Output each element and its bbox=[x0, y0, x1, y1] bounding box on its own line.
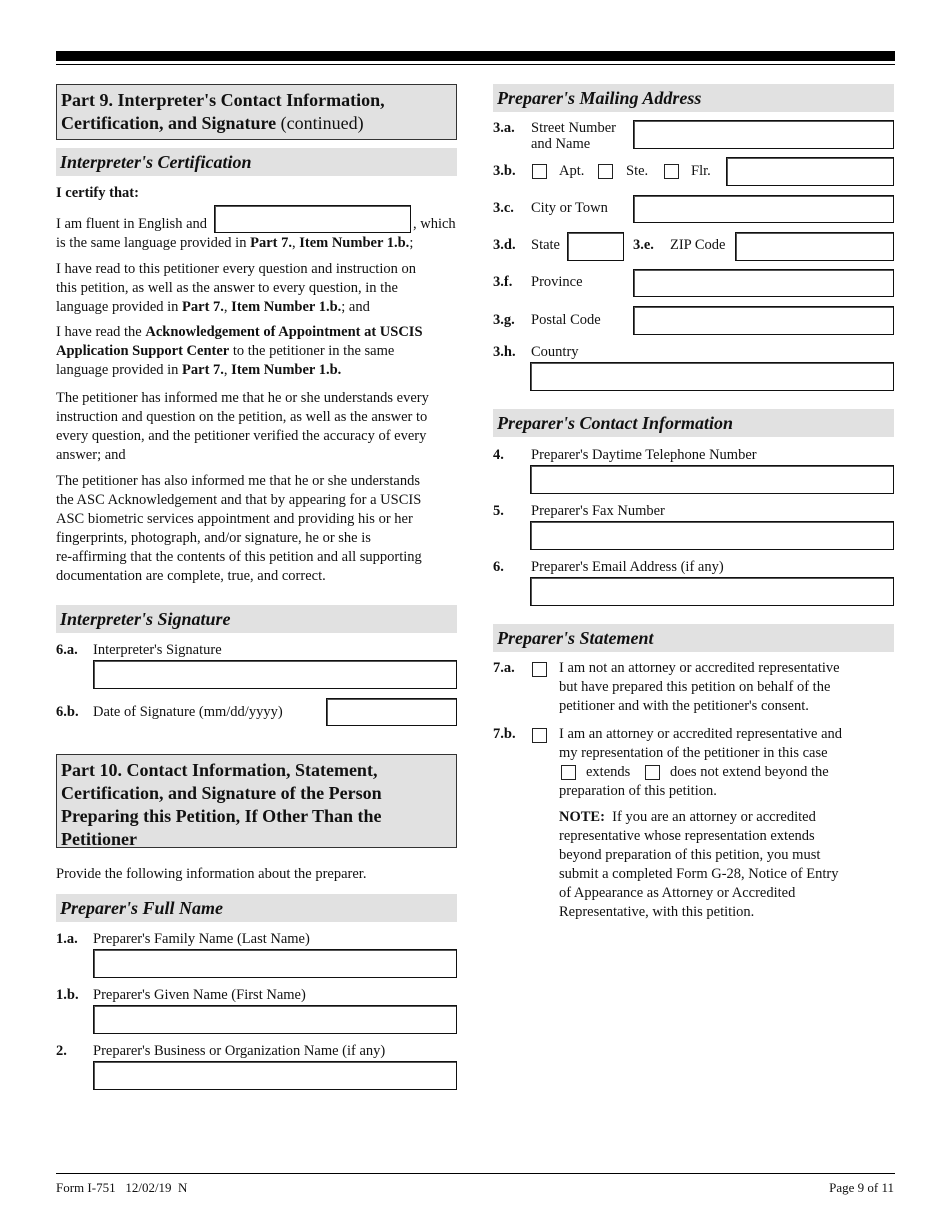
note-text: If you are an attorney or accredited bbox=[604, 809, 816, 825]
date-signature-label: Date of Signature (mm/dd/yyyy) bbox=[93, 704, 283, 720]
apt-label: Apt. bbox=[559, 163, 585, 179]
item-number: 7.a. bbox=[493, 660, 515, 676]
state-select[interactable] bbox=[567, 232, 624, 261]
country-label: Country bbox=[531, 344, 579, 360]
province-input[interactable] bbox=[633, 269, 894, 297]
contact-info-heading: Preparer's Contact Information bbox=[493, 409, 894, 437]
header-rule-thin bbox=[56, 64, 895, 65]
postal-code-label: Postal Code bbox=[531, 312, 601, 328]
ste-label: Ste. bbox=[626, 163, 649, 179]
p2-post: ; and bbox=[341, 299, 370, 315]
date-signature-input[interactable] bbox=[326, 698, 457, 726]
interp-sig-heading: Interpreter's Signature bbox=[56, 605, 457, 633]
part9-header bbox=[56, 84, 457, 140]
apt-checkbox[interactable] bbox=[532, 164, 547, 179]
note-line bbox=[559, 808, 838, 827]
item-number: 6.a. bbox=[56, 642, 78, 658]
statement-7a-text bbox=[559, 659, 840, 716]
country-input[interactable] bbox=[530, 362, 894, 391]
note-line: submit a completed Form G-28, Notice of Entry bbox=[559, 866, 839, 882]
does-not-extend-checkbox[interactable] bbox=[645, 765, 660, 780]
p4-line: answer; and bbox=[56, 447, 126, 463]
item-number: 3.a. bbox=[493, 120, 515, 136]
page-number: Page 9 of 11 bbox=[829, 1180, 894, 1195]
street-label-line: Street Number bbox=[531, 120, 616, 136]
part10-title-line: Preparing this Petition, If Other Than the bbox=[61, 806, 382, 826]
item-number: 1.b. bbox=[56, 987, 79, 1003]
zip-input[interactable] bbox=[735, 232, 894, 261]
unit-number-input[interactable] bbox=[726, 157, 894, 186]
certify-text: I certify that: bbox=[56, 185, 139, 201]
phone-input[interactable] bbox=[530, 465, 894, 494]
p3-post: to the petitioner in the same bbox=[229, 343, 395, 359]
semi: ; bbox=[409, 235, 414, 251]
p3-pre: language provided in bbox=[56, 362, 183, 378]
s7a-line: petitioner and with the petitioner's consent. bbox=[559, 698, 809, 714]
note-block bbox=[559, 808, 838, 922]
interp-cert-heading: Interpreter's Certification bbox=[56, 148, 457, 176]
interp-signature-input[interactable] bbox=[93, 660, 457, 689]
note-line: beyond preparation of this petition, you must bbox=[559, 847, 821, 863]
not-attorney-checkbox[interactable] bbox=[532, 662, 547, 677]
city-input[interactable] bbox=[633, 195, 894, 223]
zip-label: ZIP Code bbox=[670, 237, 726, 253]
item-number: 3.e. bbox=[633, 237, 654, 253]
p3-pre: I have read the bbox=[56, 324, 146, 340]
item-number: 3.c. bbox=[493, 200, 514, 216]
item-number: 1.a. bbox=[56, 931, 78, 947]
fax-label: Preparer's Fax Number bbox=[531, 503, 665, 519]
item-number: 3.b. bbox=[493, 163, 516, 179]
item-number: 3.g. bbox=[493, 312, 515, 328]
p2-line: this petition, as well as the answer to every question, in the bbox=[56, 280, 398, 296]
attorney-checkbox[interactable] bbox=[532, 728, 547, 743]
given-name-label: Preparer's Given Name (First Name) bbox=[93, 987, 306, 1003]
statement-7b-line4: preparation of this petition. bbox=[559, 783, 717, 799]
footer-rule bbox=[56, 1173, 895, 1174]
postal-code-input[interactable] bbox=[633, 306, 894, 335]
same-lang-pre: is the same language provided in bbox=[56, 235, 251, 251]
p4-line: instruction and question on the petition, as well as the answer to bbox=[56, 409, 428, 425]
p5-line: documentation are complete, true, and correct. bbox=[56, 568, 326, 584]
statement-heading: Preparer's Statement bbox=[493, 624, 894, 652]
p5-line: re-affirming that the contents of this petition and all supporting bbox=[56, 549, 422, 565]
part9-continued: (continued) bbox=[280, 113, 364, 133]
part7-ref: Part 7. bbox=[182, 362, 224, 378]
language-input[interactable] bbox=[214, 205, 411, 233]
p5-line: fingerprints, photograph, and/or signature, he or she is bbox=[56, 530, 371, 546]
p4-line: The petitioner has informed me that he or she understands every bbox=[56, 390, 429, 406]
fluent-pre: I am fluent in English and bbox=[56, 216, 208, 232]
p2-line bbox=[56, 298, 416, 317]
comma: , bbox=[223, 299, 232, 315]
part7-ref: Part 7. bbox=[250, 235, 292, 251]
flr-label: Flr. bbox=[691, 163, 711, 179]
paragraph-read-questions bbox=[56, 260, 416, 317]
statement-7b-line1: I am an attorney or accredited representative and bbox=[559, 726, 843, 742]
part10-header bbox=[56, 754, 457, 848]
s7a-line: but have prepared this petition on behalf of the bbox=[559, 679, 831, 695]
part7-ref: Part 7. bbox=[182, 299, 224, 315]
part10-intro: Provide the following information about the preparer. bbox=[56, 866, 367, 882]
p3-bold: Acknowledgement of Appointment at USCIS bbox=[145, 324, 423, 340]
p3-line bbox=[56, 342, 423, 361]
part9-title: Part 9. Interpreter's Contact Information, Certification, and Signature bbox=[61, 90, 385, 133]
business-name-input[interactable] bbox=[93, 1061, 457, 1090]
item-ref: Item Number 1.b. bbox=[231, 299, 342, 315]
item-number: 6.b. bbox=[56, 704, 79, 720]
family-name-label: Preparer's Family Name (Last Name) bbox=[93, 931, 310, 947]
item-number: 7.b. bbox=[493, 726, 516, 742]
p5-line: The petitioner has also informed me that he or she understands bbox=[56, 473, 421, 489]
extends-label: extends bbox=[586, 764, 631, 780]
paragraph-read-ack bbox=[56, 323, 423, 380]
note-line: of Appearance as Attorney or Accredited bbox=[559, 885, 796, 901]
comma: , bbox=[223, 362, 232, 378]
p3-line bbox=[56, 323, 423, 342]
item-ref: Item Number 1.b. bbox=[299, 235, 410, 251]
ste-checkbox[interactable] bbox=[598, 164, 613, 179]
form-id: Form I-751 12/02/19 N bbox=[56, 1180, 188, 1195]
note-line: representative whose representation extends bbox=[559, 828, 815, 844]
statement-7b-line2: my representation of the petitioner in this case bbox=[559, 745, 828, 761]
given-name-input[interactable] bbox=[93, 1005, 457, 1034]
fluent-post: , which bbox=[413, 216, 456, 232]
province-label: Province bbox=[531, 274, 583, 290]
city-label: City or Town bbox=[531, 200, 608, 216]
fax-input[interactable] bbox=[530, 521, 894, 550]
part10-title-line: Certification, and Signature of the Person bbox=[61, 783, 382, 803]
email-input[interactable] bbox=[530, 577, 894, 606]
item-number: 6. bbox=[493, 559, 504, 575]
prep-name-heading: Preparer's Full Name bbox=[56, 894, 457, 922]
p3-line bbox=[56, 361, 423, 380]
p4-line: every question, and the petitioner verified the accuracy of every bbox=[56, 428, 427, 444]
flr-checkbox[interactable] bbox=[664, 164, 679, 179]
item-number: 3.f. bbox=[493, 274, 513, 290]
note-label: NOTE: bbox=[559, 809, 605, 825]
street-label-line: and Name bbox=[531, 136, 591, 152]
item-number: 4. bbox=[493, 447, 504, 463]
street-input[interactable] bbox=[633, 120, 894, 149]
item-number: 3.d. bbox=[493, 237, 516, 253]
part10-title-line: Part 10. Contact Information, Statement, bbox=[61, 760, 378, 780]
email-label: Preparer's Email Address (if any) bbox=[531, 559, 724, 575]
state-label: State bbox=[531, 237, 560, 253]
does-not-extend-label: does not extend beyond the bbox=[670, 764, 829, 780]
item-number: 3.h. bbox=[493, 344, 516, 360]
business-name-label: Preparer's Business or Organization Name (if any) bbox=[93, 1043, 386, 1059]
paragraph-asc bbox=[56, 472, 422, 586]
street-label bbox=[531, 120, 616, 152]
p2-line: I have read to this petitioner every question and instruction on bbox=[56, 261, 416, 277]
phone-label: Preparer's Daytime Telephone Number bbox=[531, 447, 757, 463]
s7a-line: I am not an attorney or accredited representative bbox=[559, 660, 840, 676]
p5-line: the ASC Acknowledgement and that by appearing for a USCIS bbox=[56, 492, 422, 508]
part10-title-line: Petitioner bbox=[61, 829, 137, 849]
note-line: Representative, with this petition. bbox=[559, 904, 755, 920]
same-language-line bbox=[56, 234, 413, 253]
header-rule-thick bbox=[56, 51, 895, 61]
item-number: 2. bbox=[56, 1043, 67, 1059]
paragraph-informed bbox=[56, 389, 429, 465]
family-name-input[interactable] bbox=[93, 949, 457, 978]
item-ref: Item Number 1.b. bbox=[231, 362, 342, 378]
extends-checkbox[interactable] bbox=[561, 765, 576, 780]
p2-pre: language provided in bbox=[56, 299, 183, 315]
mailing-address-heading: Preparer's Mailing Address bbox=[493, 84, 894, 112]
p5-line: ASC biometric services appointment and providing his or her bbox=[56, 511, 413, 527]
interp-signature-label: Interpreter's Signature bbox=[93, 642, 222, 658]
item-number: 5. bbox=[493, 503, 504, 519]
comma: , bbox=[291, 235, 300, 251]
p3-bold: Application Support Center bbox=[56, 343, 230, 359]
